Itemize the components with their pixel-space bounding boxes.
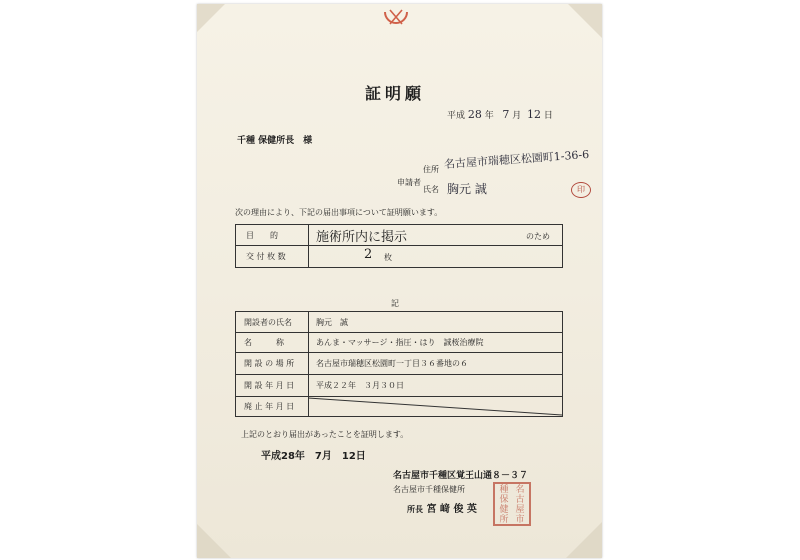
photo-corner-bottom-left: [197, 524, 231, 558]
date-day: 12: [527, 108, 541, 121]
name-label: 氏名: [423, 185, 439, 194]
seal-mark: 印: [571, 182, 591, 198]
void-strike-line: [308, 396, 562, 416]
records-table: [235, 311, 563, 417]
application-date: [447, 108, 553, 121]
intro-text: 次の理由により、下記の届出事項について証明願います。: [235, 208, 443, 217]
official-seal: [493, 482, 531, 526]
seal-char: 所: [499, 515, 509, 525]
ki-heading: 記: [391, 299, 399, 308]
record-label: 開 設 の 場 所: [244, 359, 295, 368]
certificate-paper: [197, 4, 602, 558]
record-label: 名 称: [244, 338, 284, 347]
seal-char: 市: [515, 515, 525, 525]
purpose-value: 施術所内に掲示: [316, 230, 408, 245]
applicant-name: 胸元 誠: [447, 182, 487, 196]
addressee: 千種 保健所長 様: [237, 136, 313, 146]
era-label: 平成: [447, 111, 466, 121]
punch-mark-icon: [383, 8, 409, 30]
certify-text: 上記のとおり届出があったことを証明します。: [241, 430, 409, 439]
issuer-title: 所長: [407, 505, 423, 514]
issue-date: 平成28年 7月 12日: [261, 451, 366, 462]
photo-corner-bottom-right: [566, 522, 602, 558]
copies-unit: 枚: [384, 253, 392, 262]
photo-corner-top-right: [568, 4, 602, 38]
applicant-address: 名古屋市瑞穂区松園町1-36-6: [443, 147, 590, 171]
photo-corner-top-left: [197, 4, 225, 32]
seal-char: 屋: [515, 505, 525, 515]
seal-char: 古: [515, 495, 525, 505]
year-unit: 年: [484, 111, 494, 121]
copies-label: 交 付 枚 数: [246, 252, 286, 261]
date-year: 28: [467, 108, 482, 121]
day-unit: 日: [543, 111, 553, 121]
address-label: 住所: [423, 165, 439, 174]
applicant-label: 申請者: [397, 178, 421, 187]
record-label: 開設者の氏名: [244, 318, 292, 327]
purpose-table: [235, 224, 563, 268]
record-label: 廃 止 年 月 日: [244, 402, 295, 411]
record-value: 胸元 誠: [316, 318, 348, 327]
purpose-suffix: のため: [526, 232, 550, 241]
issuer-chief: [407, 500, 477, 515]
record-value: 平成２２年 ３月３０日: [316, 381, 404, 390]
month-unit: 月: [512, 111, 522, 121]
date-month: 7: [502, 108, 510, 121]
seal-char: 種: [499, 485, 509, 495]
record-value: 名古屋市瑞穂区松園町一丁目３６番地の６: [316, 359, 468, 368]
issuer-office: 名古屋市千種保健所: [393, 485, 465, 494]
seal-char: 保: [499, 495, 509, 505]
seal-char: 名: [515, 485, 525, 495]
record-label: 開 設 年 月 日: [244, 381, 295, 390]
document-title: 証明願: [365, 84, 426, 103]
issuer-name: 宮 﨑 俊 英: [426, 504, 477, 515]
issuer-address: 名古屋市千種区覚王山通８－３７: [393, 471, 529, 481]
record-value: あんま・マッサージ・指圧・はり 誠桜治療院: [316, 338, 484, 347]
seal-char: 健: [499, 505, 509, 515]
copies-value: 2: [364, 247, 373, 262]
purpose-label: 目 的: [246, 231, 278, 240]
